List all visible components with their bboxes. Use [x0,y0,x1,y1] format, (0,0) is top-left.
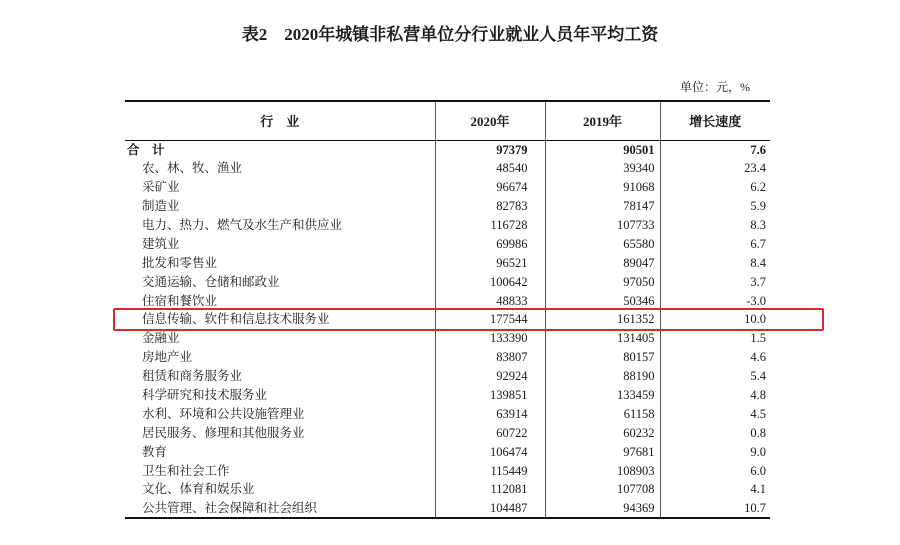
wage-2019: 89047 [545,253,660,272]
wage-2019: 39340 [545,159,660,178]
table-row [125,442,770,461]
wage-2019: 133459 [545,386,660,405]
wage-2020: 60722 [435,423,545,442]
industry-name: 居民服务、修理和其他服务业 [142,425,305,440]
wage-2019: 65580 [545,234,660,253]
growth-rate: -3.0 [660,291,770,310]
wage-2019: 90501 [545,140,660,159]
industry-name: 合 计 [127,142,165,157]
industry-name: 教育 [142,444,168,459]
table-row [125,386,770,405]
industry-name: 建筑业 [142,236,180,251]
wage-2020: 97379 [435,140,545,159]
growth-rate: 7.6 [660,140,770,159]
wage-2020: 133390 [435,329,545,348]
wage-2019: 88190 [545,367,660,386]
table-row [125,216,770,235]
growth-rate: 4.5 [660,404,770,423]
wage-2019: 97050 [545,272,660,291]
table-row [125,461,770,480]
growth-rate: 4.1 [660,480,770,499]
table-title: 表2 2020年城镇非私营单位分行业就业人员年平均工资 [241,25,659,44]
industry-name: 科学研究和技术服务业 [142,388,268,403]
growth-rate: 4.6 [660,348,770,367]
industry-name: 采矿业 [142,180,180,195]
industry-name: 信息传输、软件和信息技术服务业 [142,312,330,327]
wage-2020: 69986 [435,234,545,253]
table-row [125,329,770,348]
wage-2019: 80157 [545,348,660,367]
wage-2020: 83807 [435,348,545,367]
header-2019: 2019年 [545,101,660,140]
industry-name: 公共管理、社会保障和社会组织 [125,499,435,518]
wage-2019: 78147 [545,197,660,216]
wage-2020: 106474 [435,442,545,461]
industry-name: 金融业 [142,331,180,346]
industry-name: 住宿和餐饮业 [142,293,218,308]
table-row [125,197,770,216]
industry-name: 农、林、牧、渔业 [142,161,243,176]
wage-2020: 48833 [435,291,545,310]
header-2020: 2020年 [435,101,545,140]
wage-2019: 131405 [545,329,660,348]
header-row [125,101,770,140]
wage-2020: 48540 [435,159,545,178]
wage-2020: 100642 [435,272,545,291]
industry-name: 租赁和商务服务业 [142,369,243,384]
industry-name: 制造业 [142,199,180,214]
wage-2020: 115449 [435,461,545,480]
table-row [125,291,770,310]
table-row [125,404,770,423]
growth-rate: 8.4 [660,253,770,272]
header-industry: 行 业 [125,101,435,140]
wage-2020: 177544 [435,310,545,329]
wage-2019: 97681 [545,442,660,461]
wage-2019: 107733 [545,216,660,235]
wage-2019: 91068 [545,178,660,197]
wage-2019: 61158 [545,404,660,423]
growth-rate: 3.7 [660,272,770,291]
table-row [125,348,770,367]
wage-2020: 96674 [435,178,545,197]
header-growth: 增长速度 [660,101,770,140]
growth-rate: 23.4 [660,159,770,178]
table-row [125,272,770,291]
wage-2020: 82783 [435,197,545,216]
wage-2019: 50346 [545,291,660,310]
industry-name: 批发和零售业 [142,255,218,270]
table-row-total [125,140,770,159]
wage-2020: 139851 [435,386,545,405]
industry-name: 电力、热力、燃气及水生产和供应业 [142,218,343,232]
industry-name: 房地产业 [142,350,193,365]
industry-name: 水利、环境和公共设施管理业 [142,406,305,421]
table-row [125,367,770,386]
industry-name: 卫生和社会工作 [142,463,230,478]
table-row [125,253,770,272]
wage-2020: 63914 [435,404,545,423]
wage-2019: 107708 [545,480,660,499]
wage-2020: 104487 [435,499,545,518]
growth-rate: 5.9 [660,197,770,216]
table-row [125,310,770,329]
growth-rate: 8.3 [660,216,770,235]
table-row [125,178,770,197]
table-row [125,499,770,518]
industry-name: 交通运输、仓储和邮政业 [142,274,280,289]
growth-rate: 6.0 [660,461,770,480]
industry-name: 文化、体育和娱乐业 [142,482,255,497]
table-header [125,101,770,140]
wage-2020: 92924 [435,367,545,386]
wage-2019: 161352 [545,310,660,329]
wage-2020: 116728 [435,216,545,235]
growth-rate: 6.7 [660,234,770,253]
table-row [125,234,770,253]
wage-2020: 112081 [435,480,545,499]
table-row [125,159,770,178]
wage-2019: 94369 [545,499,660,518]
table-row [125,480,770,499]
growth-rate: 0.8 [660,423,770,442]
wage-2020: 96521 [435,253,545,272]
wage-2019: 60232 [545,423,660,442]
growth-rate: 10.7 [660,499,770,518]
table-body [125,140,770,518]
growth-rate: 4.8 [660,386,770,405]
table-row [125,423,770,442]
growth-rate: 9.0 [660,442,770,461]
growth-rate: 1.5 [660,329,770,348]
wage-table [125,100,770,519]
growth-rate: 5.4 [660,367,770,386]
wage-2019: 108903 [545,461,660,480]
growth-rate: 6.2 [660,178,770,197]
unit-label: 单位：元，% [680,80,750,94]
growth-rate: 10.0 [660,310,770,329]
